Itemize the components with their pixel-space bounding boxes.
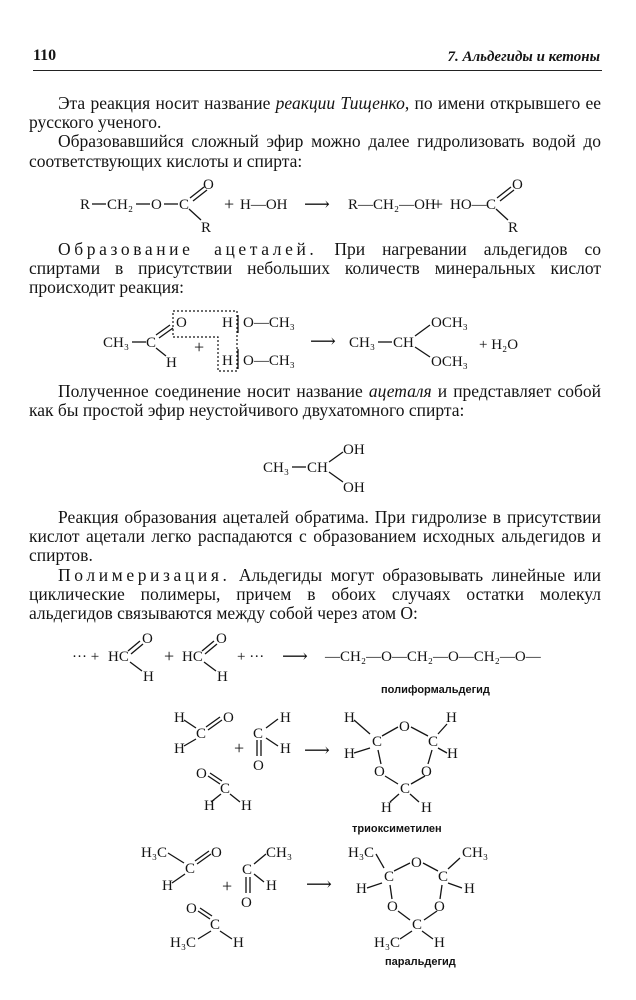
svg-text:C: C (185, 861, 196, 877)
svg-text:C: C (486, 197, 497, 213)
svg-text:O: O (186, 901, 197, 917)
svg-text:⟶: ⟶ (306, 874, 332, 894)
diol-structure (0, 440, 636, 500)
svg-text:H: H (233, 935, 244, 951)
svg-text:C: C (146, 335, 157, 351)
svg-text:H₃C: H₃C (348, 845, 375, 861)
svg-text:H: H (266, 878, 277, 894)
svg-text:H: H (217, 669, 228, 685)
svg-text:CH₃: CH₃ (103, 335, 130, 351)
caption-trioxymethylene: триоксиметилен (352, 823, 442, 835)
svg-text:+: + (222, 876, 233, 896)
svg-text:C: C (220, 781, 231, 797)
svg-text:⟶: ⟶ (304, 740, 330, 760)
svg-text:O—CH₃: O—CH₃ (243, 353, 295, 369)
paragraph-reversibility: Реакция образования ацеталей обратима. При гидролизе в присутствии кислот ацетали легко распадаются с образованием исходных альдегидов и спиртов. Полимеризация. Альдегиды могут образовывать линейные или циклические полимеры, причем в обоих случаях остатки молекул альдегидов связываются между собой через атом O: (29, 507, 601, 624)
svg-text:C: C (428, 734, 439, 750)
svg-text:O: O (512, 177, 523, 193)
svg-text:C: C (179, 197, 190, 213)
svg-text:OCH₃: OCH₃ (431, 315, 468, 331)
svg-text:+ H₂O: + H₂O (479, 337, 519, 353)
svg-text:H: H (222, 315, 233, 331)
ester-hydrolysis-equation (0, 170, 636, 240)
svg-text:O: O (142, 631, 153, 647)
svg-text:O: O (253, 758, 264, 774)
svg-text:H: H (174, 741, 185, 757)
svg-text:—CH₂—O—CH₂—O—CH₂—O—: —CH₂—O—CH₂—O—CH₂—O— (325, 649, 541, 665)
page-number: 110 (33, 47, 57, 64)
svg-text:H: H (381, 800, 392, 816)
svg-text:O: O (223, 710, 234, 726)
paraldehyde-equation (0, 833, 636, 963)
svg-text:H: H (344, 710, 355, 726)
svg-text:+: + (234, 738, 245, 758)
paragraph-hydrolysis: Образовавшийся сложный эфир можно далее гидролизовать водой до соответствующих кислоты и спирта: (29, 131, 601, 171)
svg-text:O: O (216, 631, 227, 647)
svg-text:H: H (222, 353, 233, 369)
svg-text:⟶: ⟶ (310, 331, 336, 351)
svg-text:O: O (241, 895, 252, 911)
svg-text:H: H (447, 746, 458, 762)
svg-text:HO—: HO— (450, 197, 487, 213)
header-rule (33, 70, 602, 71)
svg-text:H: H (344, 746, 355, 762)
svg-text:H: H (421, 800, 432, 816)
svg-text:O: O (196, 766, 207, 782)
svg-text:CH₂: CH₂ (107, 197, 134, 213)
svg-text:H: H (434, 935, 445, 951)
svg-text:OH: OH (343, 480, 365, 496)
svg-text:CH₃: CH₃ (263, 460, 290, 476)
svg-text:O: O (176, 315, 187, 331)
svg-text:H: H (446, 710, 457, 726)
svg-text:H₃C: H₃C (170, 935, 197, 951)
svg-text:O: O (211, 845, 222, 861)
svg-text:HC: HC (182, 649, 203, 665)
svg-text:O: O (399, 719, 410, 735)
svg-text:H₃C: H₃C (374, 935, 401, 951)
svg-text:O: O (421, 764, 432, 780)
svg-text:OCH₃: OCH₃ (431, 354, 468, 370)
svg-text:+: + (164, 646, 175, 666)
svg-text:H: H (166, 355, 177, 371)
svg-text:O: O (151, 197, 162, 213)
svg-text:C: C (242, 862, 253, 878)
svg-text:H: H (356, 881, 367, 897)
svg-text:H: H (280, 710, 291, 726)
svg-text:C: C (210, 917, 221, 933)
svg-text:⟶: ⟶ (282, 646, 308, 666)
svg-text:R—CH₂—OH: R—CH₂—OH (348, 197, 436, 213)
svg-text:CH: CH (393, 335, 414, 351)
svg-text:H: H (162, 878, 173, 894)
svg-text:+: + (224, 194, 235, 214)
trioxymethylene-equation (0, 700, 636, 825)
svg-text:C: C (196, 726, 207, 742)
svg-text:H: H (241, 798, 252, 814)
svg-text:H₃C: H₃C (141, 845, 168, 861)
svg-text:··· +: ··· + (72, 649, 100, 665)
svg-text:C: C (412, 917, 423, 933)
svg-text:CH: CH (307, 460, 328, 476)
paragraph-polymerization: Полимеризация. Альдегиды могут образовывать линейные или циклические полимеры, причем в обоих случаях остатки молекул альдегидов связываются между собой через атом O: (29, 564, 601, 624)
polyformaldehyde-equation (0, 625, 636, 685)
svg-text:C: C (438, 869, 449, 885)
svg-text:C: C (384, 869, 395, 885)
paragraph-acetal-formation: Образование ацеталей. При нагревании альдегидов со спиртами в присутствии небольших количеств минеральных кислот происходит реакция: (29, 239, 601, 298)
svg-text:CH₃: CH₃ (266, 845, 293, 861)
svg-text:C: C (400, 781, 411, 797)
svg-text:O: O (203, 177, 214, 193)
svg-text:CH₃: CH₃ (462, 845, 489, 861)
svg-text:+ ···: + ··· (237, 649, 265, 665)
svg-text:R: R (201, 220, 212, 236)
svg-text:C: C (253, 726, 264, 742)
svg-text:O: O (411, 855, 422, 871)
caption-paraldehyde: паральдегид (385, 956, 456, 968)
svg-text:H: H (280, 741, 291, 757)
paragraph-tishchenko: Эта реакция носит название реакции Тищенко, по имени открывшего ее русского ученого. Образовавшийся сложный эфир можно далее гидролизовать водой до соответствующих кислоты и спирта: (29, 93, 602, 171)
svg-text:H: H (464, 881, 475, 897)
svg-text:O—CH₃: O—CH₃ (243, 315, 295, 331)
svg-text:CH₃: CH₃ (349, 335, 376, 351)
svg-text:R: R (508, 220, 519, 236)
svg-text:HC: HC (108, 649, 129, 665)
caption-polyformaldehyde: полиформальдегид (381, 684, 490, 696)
svg-text:O: O (374, 764, 385, 780)
paragraph-acetal-name: Полученное соединение носит название ацеталя и представляет собой как бы простой эфир неустойчивого двухатомного спирта: (29, 381, 601, 421)
svg-text:H—OH: H—OH (240, 197, 288, 213)
svg-text:O: O (387, 899, 398, 915)
svg-text:H: H (204, 798, 215, 814)
acetal-formation-equation (0, 305, 636, 375)
svg-text:H: H (174, 710, 185, 726)
svg-text:+: + (433, 194, 444, 214)
svg-text:+: + (194, 337, 205, 357)
svg-text:O: O (434, 899, 445, 915)
svg-text:OH: OH (343, 442, 365, 458)
svg-text:⟶: ⟶ (304, 194, 330, 214)
svg-text:C: C (372, 734, 383, 750)
chapter-title: 7. Альдегиды и кетоны (447, 49, 600, 65)
svg-text:R: R (80, 197, 91, 213)
svg-text:H: H (143, 669, 154, 685)
